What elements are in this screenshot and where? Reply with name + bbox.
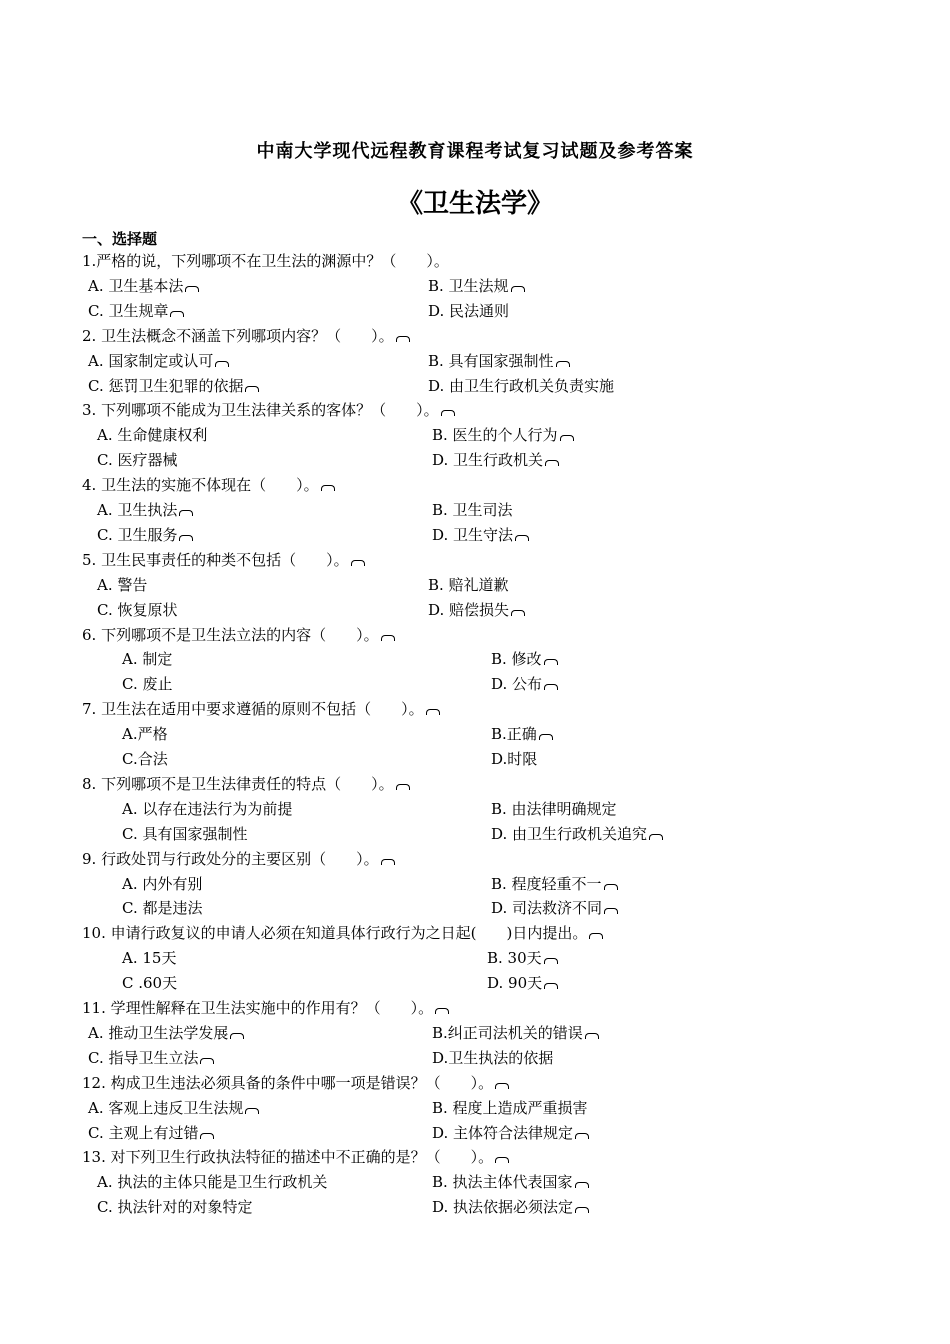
question-6-option-c-text: C. 废止 [122, 675, 173, 694]
question-10-stem-text: 10. 申请行政复议的申请人必须在知道具体行政行为之日起( )日内提出。 [82, 924, 588, 943]
question-6-option-a-text: A. 制定 [122, 650, 173, 669]
question-1-option-b [428, 276, 525, 296]
question-2-stem-text: 2. 卫生法概念不涵盖下列哪项内容？（ ）。 [82, 326, 394, 345]
question-11-option-a [88, 1023, 244, 1043]
question-9-option-b [491, 874, 618, 894]
question-7-option-c [122, 749, 168, 769]
question-4-option-b-text: B. 卫生司法 [432, 501, 513, 519]
question-12-option-a [88, 1098, 259, 1118]
paragraph-mark-icon [511, 286, 525, 292]
question-9-stem [82, 849, 395, 869]
paragraph-mark-icon [560, 435, 574, 441]
question-13-option-a-text: A. 执法的主体只能是卫生行政机关 [97, 1173, 328, 1192]
question-5-option-a [97, 575, 147, 595]
question-4-option-c-text: C. 卫生服务 [97, 525, 178, 544]
paragraph-mark-icon [544, 659, 558, 665]
question-9-option-c [122, 898, 202, 918]
question-1-option-d-text: D. 民法通则 [428, 301, 510, 320]
question-1-option-c [88, 301, 184, 321]
question-8-option-a-text: A. 以存在违法行为为前提 [122, 799, 293, 818]
question-7-option-b-text: B.正确 [491, 725, 537, 744]
question-6-stem [82, 625, 395, 645]
question-7-option-c-text: C.合法 [122, 750, 168, 768]
paragraph-mark-icon [426, 709, 440, 715]
paragraph-mark-icon [245, 386, 259, 392]
course-title: 《卫生法学》 [396, 189, 553, 219]
question-7-stem [82, 699, 440, 719]
paragraph-mark-icon [179, 510, 193, 516]
question-5-option-c [97, 600, 177, 620]
question-2-option-b [428, 351, 570, 371]
question-10-option-b [487, 948, 558, 968]
paragraph-mark-icon [200, 1058, 214, 1064]
question-2-option-d [428, 376, 614, 396]
paragraph-mark-icon [321, 485, 335, 491]
paragraph-mark-icon [351, 560, 365, 566]
question-12-option-c [88, 1123, 214, 1143]
question-7-option-b [491, 724, 553, 744]
question-4-option-d-text: D. 卫生守法 [432, 525, 514, 544]
paragraph-mark-icon [381, 635, 395, 641]
question-7-option-a-text: A.严格 [122, 725, 168, 744]
question-9-option-c-text: C. 都是违法 [122, 899, 203, 918]
question-10-stem [82, 923, 603, 943]
question-11-option-b-text: B.纠正司法机关的错误 [432, 1023, 583, 1042]
question-6-option-c [122, 674, 172, 694]
question-10-option-a-text: A. 15天 [122, 949, 177, 968]
question-8-option-d-text: D. 由卫生行政机关追究 [491, 824, 648, 843]
paragraph-mark-icon [544, 983, 558, 989]
paragraph-mark-icon [495, 1157, 509, 1163]
question-3-option-b [432, 425, 574, 445]
question-1-option-a [88, 276, 199, 296]
question-3-option-c-text: C. 医疗器械 [97, 451, 178, 470]
question-1-stem-text: 1.严格的说，下列哪项不在卫生法的渊源中？（ ）。 [82, 252, 449, 270]
question-12-option-d [432, 1123, 589, 1143]
question-3-stem-text: 3. 下列哪项不能成为卫生法律关系的客体？（ ）。 [82, 401, 439, 420]
paragraph-mark-icon [515, 535, 529, 541]
paragraph-mark-icon [575, 1182, 589, 1188]
question-10-option-b-text: B. 30天 [487, 949, 542, 968]
question-7-stem-text: 7. 卫生法在适用中要求遵循的原则不包括（ ）。 [82, 700, 424, 719]
question-8-option-a [122, 799, 292, 819]
question-10-option-d-text: D. 90天 [487, 974, 543, 993]
paragraph-mark-icon [441, 410, 455, 416]
question-12-option-d-text: D. 主体符合法律规定 [432, 1123, 574, 1142]
paragraph-mark-icon [170, 311, 184, 317]
paragraph-mark-icon [544, 684, 558, 690]
question-3-option-d [432, 450, 559, 470]
question-3-option-a [97, 425, 207, 445]
question-5-option-d [428, 600, 525, 620]
question-12-stem-text: 12. 构成卫生违法必须具备的条件中哪一项是错误？（ ）。 [82, 1073, 494, 1092]
question-12-option-b [432, 1098, 588, 1118]
question-9-option-b-text: B. 程度轻重不一 [491, 874, 602, 893]
paragraph-mark-icon [200, 1133, 214, 1139]
question-8-option-c [122, 824, 247, 844]
paragraph-mark-icon [575, 1133, 589, 1139]
question-4-stem-text: 4. 卫生法的实施不体现在（ ）。 [82, 476, 319, 495]
question-13-option-b-text: B. 执法主体代表国家 [432, 1173, 573, 1192]
question-11-stem-text: 11. 学理性解释在卫生法实施中的作用有？（ ）。 [82, 999, 434, 1017]
paragraph-mark-icon [185, 286, 199, 292]
paragraph-mark-icon [396, 336, 410, 342]
question-1-option-d [428, 301, 509, 321]
question-4-option-c [97, 525, 193, 545]
question-3-option-d-text: D. 卫生行政机关 [432, 451, 544, 470]
question-2-option-b-text: B. 具有国家强制性 [428, 351, 554, 370]
question-13-option-c-text: C. 执法针对的对象特定 [97, 1198, 253, 1217]
question-12-stem [82, 1073, 509, 1093]
question-13-option-d-text: D. 执法依据必须法定 [432, 1198, 574, 1217]
question-3-option-a-text: A. 生命健康权利 [97, 426, 208, 445]
question-4-option-a-text: A. 卫生执法 [97, 501, 178, 519]
question-3-option-b-text: B. 医生的个人行为 [432, 426, 558, 445]
question-2-stem [82, 326, 410, 346]
paragraph-mark-icon [649, 834, 663, 840]
question-5-option-b [428, 575, 509, 595]
question-10-option-d [487, 973, 558, 993]
paragraph-mark-icon [179, 535, 193, 541]
question-13-option-a [97, 1172, 327, 1192]
question-6-stem-text: 6. 下列哪项不是卫生法立法的内容（ ）。 [82, 625, 379, 644]
question-11-option-d-text: D.卫生执法的依据 [432, 1048, 554, 1067]
question-6-option-b [491, 649, 558, 669]
question-2-option-d-text: D. 由卫生行政机关负责实施 [428, 376, 615, 395]
question-11-stem [82, 998, 449, 1018]
question-3-stem [82, 400, 455, 420]
question-11-option-b [432, 1023, 599, 1043]
question-2-option-c [88, 376, 259, 396]
paragraph-mark-icon [435, 1008, 449, 1014]
question-10-option-a [122, 948, 176, 968]
paragraph-mark-icon [604, 908, 618, 914]
paragraph-mark-icon [604, 884, 618, 890]
question-6-option-b-text: B. 修改 [491, 650, 542, 669]
question-9-option-a-text: A. 内外有别 [122, 874, 203, 893]
question-4-option-b [432, 500, 513, 520]
question-8-stem [82, 774, 410, 794]
question-4-stem [82, 475, 335, 495]
question-9-option-d-text: D. 司法救济不同 [491, 899, 603, 918]
question-2-option-a-text: A. 国家制定或认可 [88, 351, 214, 370]
question-1-stem [82, 251, 449, 271]
paragraph-mark-icon [544, 958, 558, 964]
question-11-option-a-text: A. 推动卫生法学发展 [88, 1023, 229, 1042]
question-12-option-a-text: A. 客观上违反卫生法规 [88, 1098, 244, 1117]
paragraph-mark-icon [230, 1033, 244, 1039]
question-1-option-b-text: B. 卫生法规 [428, 276, 509, 295]
question-6-option-d [491, 674, 558, 694]
question-12-option-c-text: C. 主观上有过错 [88, 1123, 199, 1142]
question-4-option-a [97, 500, 193, 520]
paragraph-mark-icon [575, 1207, 589, 1213]
question-9-option-a [122, 874, 202, 894]
paragraph-mark-icon [556, 361, 570, 367]
question-5-option-d-text: D. 赔偿损失 [428, 600, 510, 619]
paragraph-mark-icon [495, 1083, 509, 1089]
paragraph-mark-icon [545, 460, 559, 466]
question-8-option-c-text: C. 具有国家强制性 [122, 824, 248, 843]
question-2-option-a [88, 351, 229, 371]
section-heading: 一、选择题 [82, 230, 158, 248]
question-13-stem [82, 1147, 509, 1167]
question-6-option-a [122, 649, 172, 669]
question-13-stem-text: 13. 对下列卫生行政执法特征的描述中不正确的是？（ ）。 [82, 1148, 494, 1167]
paragraph-mark-icon [511, 610, 525, 616]
question-4-option-d [432, 525, 529, 545]
document-title: 中南大学现代远程教育课程考试复习试题及参考答案 [256, 141, 694, 162]
question-10-option-c [122, 973, 177, 993]
question-5-option-c-text: C. 恢复原状 [97, 600, 178, 619]
question-5-option-a-text: A. 警告 [97, 575, 148, 594]
question-3-option-c [97, 450, 177, 470]
paragraph-mark-icon [215, 361, 229, 367]
question-7-option-d [491, 749, 537, 769]
question-8-option-d [491, 824, 663, 844]
question-5-option-b-text: B. 赔礼道歉 [428, 575, 509, 594]
question-12-option-b-text: B. 程度上造成严重损害 [432, 1098, 588, 1117]
question-1-option-a-text: A. 卫生基本法 [88, 276, 184, 295]
question-7-option-a [122, 724, 168, 744]
question-11-option-c-text: C. 指导卫生立法 [88, 1048, 199, 1067]
question-8-option-b-text: B. 由法律明确规定 [491, 799, 617, 818]
question-9-option-d [491, 898, 618, 918]
question-13-option-c [97, 1197, 252, 1217]
paragraph-mark-icon [585, 1033, 599, 1039]
question-1-option-c-text: C. 卫生规章 [88, 301, 169, 320]
paragraph-mark-icon [245, 1108, 259, 1114]
question-8-stem-text: 8. 下列哪项不是卫生法律责任的特点（ ）。 [82, 774, 394, 793]
question-13-option-d [432, 1197, 589, 1217]
question-10-option-c-text: C .60天 [122, 974, 178, 993]
paragraph-mark-icon [381, 859, 395, 865]
question-2-option-c-text: C. 惩罚卫生犯罪的依据 [88, 376, 244, 395]
question-9-stem-text: 9. 行政处罚与行政处分的主要区别（ ）。 [82, 849, 379, 868]
paragraph-mark-icon [396, 784, 410, 790]
question-5-stem-text: 5. 卫生民事责任的种类不包括（ ）。 [82, 550, 349, 569]
question-11-option-c [88, 1048, 214, 1068]
paragraph-mark-icon [589, 933, 603, 939]
paragraph-mark-icon [539, 734, 553, 740]
question-5-stem [82, 550, 365, 570]
question-7-option-d-text: D.时限 [491, 750, 538, 768]
question-13-option-b [432, 1172, 589, 1192]
question-6-option-d-text: D. 公布 [491, 675, 543, 694]
question-8-option-b [491, 799, 617, 819]
question-11-option-d [432, 1048, 553, 1068]
